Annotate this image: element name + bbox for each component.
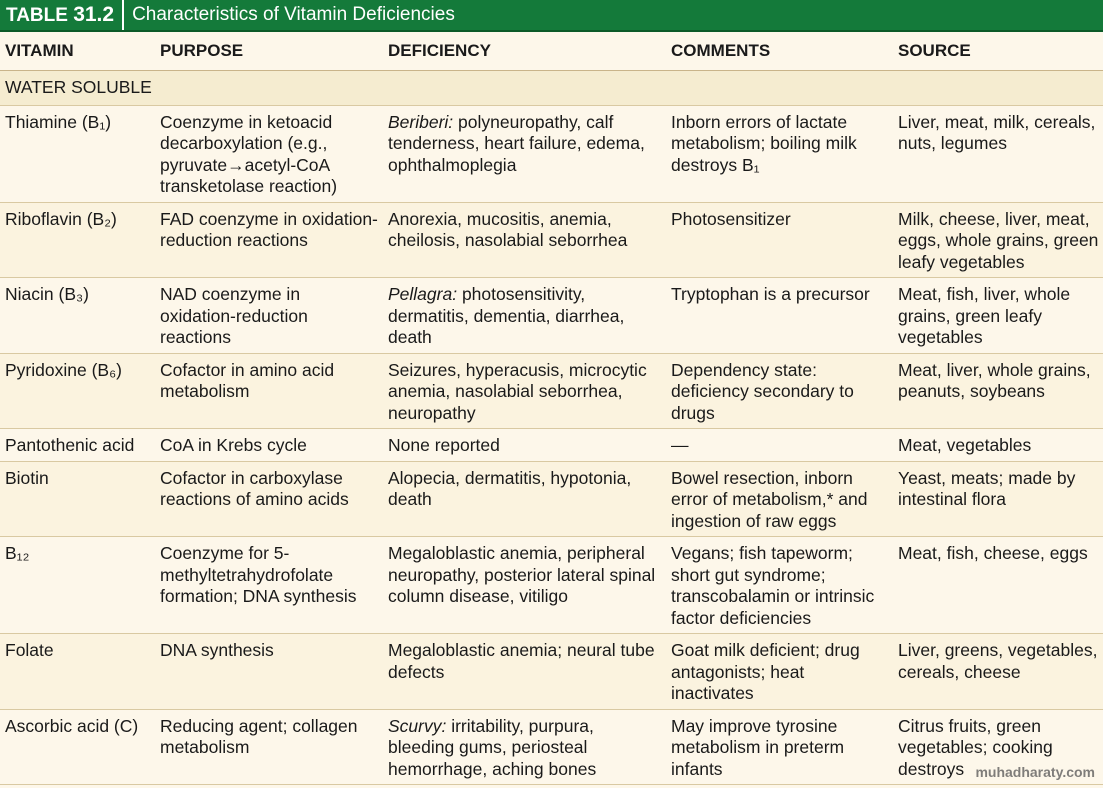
cell-comments: Bowel resection, inborn error of metabolism,* and ingestion of raw eggs xyxy=(666,461,893,537)
deficiency-disease-name: Scurvy: xyxy=(388,715,447,736)
cell-deficiency xyxy=(383,537,666,634)
deficiency-text: Megaloblastic anemia, peripheral neuropathy, posterior lateral spinal column disease, vitiligo xyxy=(388,543,656,606)
table-title-bar xyxy=(0,0,1103,32)
cell-deficiency xyxy=(383,429,666,462)
table-number: TABLE 31.2 xyxy=(6,3,115,26)
cell-deficiency xyxy=(383,709,666,785)
cell-purpose: Cofactor in amino acid metabolism xyxy=(155,353,383,429)
vitamin-table xyxy=(0,32,1103,785)
cell-comments: Inborn errors of lactate metabolism; boiling milk destroys B₁ xyxy=(666,105,893,202)
deficiency-disease-name: Beriberi: xyxy=(388,111,454,132)
cell-source: Milk, cheese, liver, meat, eggs, whole grains, green leafy vegetables xyxy=(893,202,1103,278)
deficiency-text: Anorexia, mucositis, anemia, cheilosis, nasolabial seborrhea xyxy=(388,208,628,250)
cell-comments: Vegans; fish tapeworm; short gut syndrome; transcobalamin or intrinsic factor deficiencies xyxy=(666,537,893,634)
cell-comments: Photosensitizer xyxy=(666,202,893,278)
deficiency-text: Seizures, hyperacusis, microcytic anemia, nasolabial seborrhea, neuropathy xyxy=(388,359,647,423)
table-row xyxy=(0,461,1103,537)
table-row xyxy=(0,537,1103,634)
header-vitamin: VITAMIN xyxy=(0,32,155,70)
cell-purpose: FAD coenzyme in oxidation-reduction reactions xyxy=(155,202,383,278)
table-row xyxy=(0,429,1103,462)
cell-purpose: Coenzyme in ketoacid decarboxylation (e.g., pyruvate→acetyl-CoA transketolase reaction) xyxy=(155,105,383,202)
cell-purpose: Coenzyme for 5-methyltetrahydrofolate formation; DNA synthesis xyxy=(155,537,383,634)
cell-vitamin: Biotin xyxy=(0,461,155,537)
cell-vitamin: B₁₂ xyxy=(0,537,155,634)
cell-deficiency xyxy=(383,105,666,202)
cell-source: Liver, greens, vegetables, cereals, cheese xyxy=(893,634,1103,710)
cell-vitamin: Pyridoxine (B₆) xyxy=(0,353,155,429)
cell-comments: Dependency state: deficiency secondary to drugs xyxy=(666,353,893,429)
cell-comments: May improve tyrosine metabolism in preterm infants xyxy=(666,709,893,785)
cell-vitamin: Thiamine (B₁) xyxy=(0,105,155,202)
cell-deficiency xyxy=(383,202,666,278)
title-divider xyxy=(122,0,124,30)
deficiency-text: Megaloblastic anemia; neural tube defects xyxy=(388,640,655,682)
deficiency-disease-name: Pellagra: xyxy=(388,284,458,304)
cell-purpose: Reducing agent; collagen metabolism xyxy=(155,709,383,785)
cell-comments: Goat milk deficient; drug antagonists; heat inactivates xyxy=(666,634,893,710)
cell-deficiency xyxy=(383,353,666,429)
header-purpose: PURPOSE xyxy=(155,32,383,70)
cell-vitamin: Ascorbic acid (C) xyxy=(0,709,155,785)
deficiency-text: photosensitivity, dermatitis, dementia, diarrhea, death xyxy=(388,284,625,347)
cell-deficiency xyxy=(383,278,666,354)
cell-vitamin: Niacin (B₃) xyxy=(0,278,155,354)
section-row xyxy=(0,70,1103,105)
cell-source: Meat, fish, liver, whole grains, green leafy vegetables xyxy=(893,278,1103,354)
cell-vitamin: Folate xyxy=(0,634,155,710)
cell-purpose: CoA in Krebs cycle xyxy=(155,429,383,462)
cell-purpose: DNA synthesis xyxy=(155,634,383,710)
deficiency-text: None reported xyxy=(388,435,500,455)
cell-deficiency xyxy=(383,461,666,537)
table-row xyxy=(0,634,1103,710)
table-row xyxy=(0,353,1103,429)
table-row xyxy=(0,709,1103,785)
cell-vitamin: Riboflavin (B₂) xyxy=(0,202,155,278)
cell-purpose: NAD coenzyme in oxidation-reduction reactions xyxy=(155,278,383,354)
cell-source: Meat, fish, cheese, eggs xyxy=(893,537,1103,634)
cell-vitamin: Pantothenic acid xyxy=(0,429,155,462)
deficiency-text: polyneuropathy, calf tenderness, heart failure, edema, ophthalmoplegia xyxy=(388,111,645,175)
header-row xyxy=(0,32,1103,70)
header-source: SOURCE xyxy=(893,32,1103,70)
cell-source: Yeast, meats; made by intestinal flora xyxy=(893,461,1103,537)
cell-source: Meat, vegetables xyxy=(893,429,1103,462)
watermark: muhadharaty.com xyxy=(975,764,1095,780)
cell-deficiency xyxy=(383,634,666,710)
cell-source: Citrus fruits, green vegetables; cooking destroys xyxy=(893,709,1103,785)
section-label: WATER SOLUBLE xyxy=(0,70,1103,105)
cell-purpose: Cofactor in carboxylase reactions of amino acids xyxy=(155,461,383,537)
cell-comments: Tryptophan is a precursor xyxy=(666,278,893,354)
table-row xyxy=(0,105,1103,202)
table-row xyxy=(0,202,1103,278)
cell-source: Liver, meat, milk, cereals, nuts, legumes xyxy=(893,105,1103,202)
deficiency-text: irritability, purpura, bleeding gums, periosteal hemorrhage, aching bones xyxy=(388,715,597,779)
cell-comments: — xyxy=(666,429,893,462)
table-row xyxy=(0,278,1103,354)
header-comments: COMMENTS xyxy=(666,32,893,70)
cell-source: Meat, liver, whole grains, peanuts, soybeans xyxy=(893,353,1103,429)
header-deficiency: DEFICIENCY xyxy=(383,32,666,70)
deficiency-text: Alopecia, dermatitis, hypotonia, death xyxy=(388,467,632,509)
table-title: Characteristics of Vitamin Deficiencies xyxy=(132,4,455,25)
